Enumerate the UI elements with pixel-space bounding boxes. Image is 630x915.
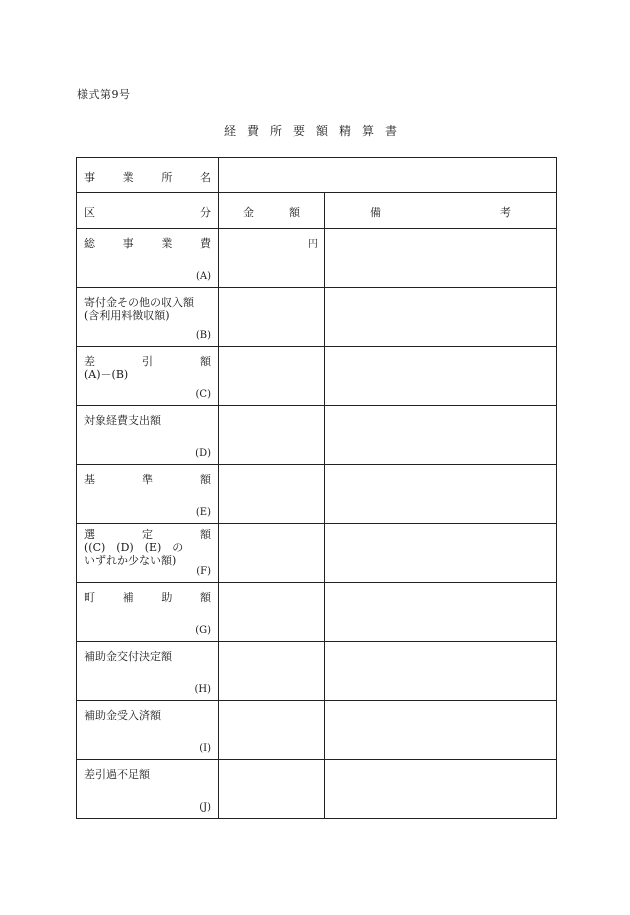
row-label-cell	[77, 642, 219, 701]
row-label: 差 引 額	[84, 355, 211, 368]
column-header-row	[77, 193, 557, 229]
table-row-c	[77, 347, 557, 406]
category-header-cell	[77, 193, 219, 229]
row-label: 選 定 額	[84, 528, 211, 541]
remarks-field[interactable]	[325, 583, 557, 642]
remarks-field[interactable]	[325, 760, 557, 819]
remarks-field[interactable]	[325, 229, 557, 288]
amount-field[interactable]	[219, 760, 325, 819]
row-code: (G)	[195, 625, 211, 636]
remarks-field[interactable]	[325, 347, 557, 406]
table-row-h	[77, 642, 557, 701]
table-row-a	[77, 229, 557, 288]
amount-field[interactable]	[219, 642, 325, 701]
amount-field[interactable]	[219, 229, 325, 288]
row-code: (F)	[196, 566, 211, 577]
office-name-label-cell	[77, 158, 219, 193]
row-label-cell	[77, 229, 219, 288]
row-label-cell	[77, 583, 219, 642]
table-row-b	[77, 288, 557, 347]
remarks-field[interactable]	[325, 406, 557, 465]
row-label-cell	[77, 288, 219, 347]
row-label-cell	[77, 406, 219, 465]
row-label: 町 補 助 額	[84, 591, 211, 604]
office-name-field[interactable]	[219, 158, 557, 193]
row-code: (C)	[195, 389, 211, 400]
row-label-cell	[77, 347, 219, 406]
amount-field[interactable]	[219, 347, 325, 406]
row-label: 補助金受入済額	[84, 709, 161, 722]
row-code: (D)	[195, 448, 211, 459]
settlement-table	[76, 157, 557, 819]
table-row-i	[77, 701, 557, 760]
remarks-field[interactable]	[325, 642, 557, 701]
amount-header: 金 額	[243, 206, 300, 219]
remarks-header-cell	[325, 193, 557, 229]
row-code: (I)	[199, 743, 211, 754]
row-sublabel: いずれか少ない額)	[84, 554, 177, 567]
row-sublabel: ((C) (D) (E) の	[84, 541, 184, 554]
row-code: (A)	[195, 271, 211, 282]
row-label: 差引過不足額	[84, 768, 150, 781]
row-label-cell	[77, 524, 219, 583]
amount-field[interactable]	[219, 583, 325, 642]
amount-field[interactable]	[219, 406, 325, 465]
row-label: 基 準 額	[84, 473, 211, 486]
remarks-field[interactable]	[325, 288, 557, 347]
remarks-field[interactable]	[325, 524, 557, 583]
remarks-field[interactable]	[325, 701, 557, 760]
amount-field[interactable]	[219, 524, 325, 583]
amount-field[interactable]	[219, 288, 325, 347]
row-code: (E)	[195, 507, 211, 518]
row-label: 総 事 業 費	[84, 237, 211, 250]
form-number: 様式第9号	[77, 88, 131, 101]
table-row-e	[77, 465, 557, 524]
row-label-cell	[77, 465, 219, 524]
row-label-cell	[77, 760, 219, 819]
table-row-f	[77, 524, 557, 583]
row-label: 対象経費支出額	[84, 414, 161, 427]
row-code: (J)	[199, 802, 211, 813]
amount-field[interactable]	[219, 465, 325, 524]
table-row-j	[77, 760, 557, 819]
remarks-field[interactable]	[325, 465, 557, 524]
row-label: 寄付金その他の収入額	[84, 296, 194, 309]
row-label: 補助金交付決定額	[84, 650, 172, 663]
row-sublabel: (含利用料徴収額)	[84, 309, 170, 322]
row-code: (H)	[194, 684, 211, 695]
row-sublabel: (A)－(B)	[84, 368, 129, 381]
yen-unit: 円	[308, 239, 318, 250]
row-code: (B)	[195, 330, 211, 341]
document-title: 経費所要額精算書	[223, 124, 408, 138]
amount-header-cell	[219, 193, 325, 229]
office-name-row	[77, 158, 557, 193]
remarks-header: 備 考	[370, 206, 511, 219]
row-label-cell	[77, 701, 219, 760]
table-row-d	[77, 406, 557, 465]
office-name-label: 事 業 所 名	[84, 171, 211, 184]
table-row-g	[77, 583, 557, 642]
amount-field[interactable]	[219, 701, 325, 760]
category-header: 区 分	[84, 206, 211, 219]
